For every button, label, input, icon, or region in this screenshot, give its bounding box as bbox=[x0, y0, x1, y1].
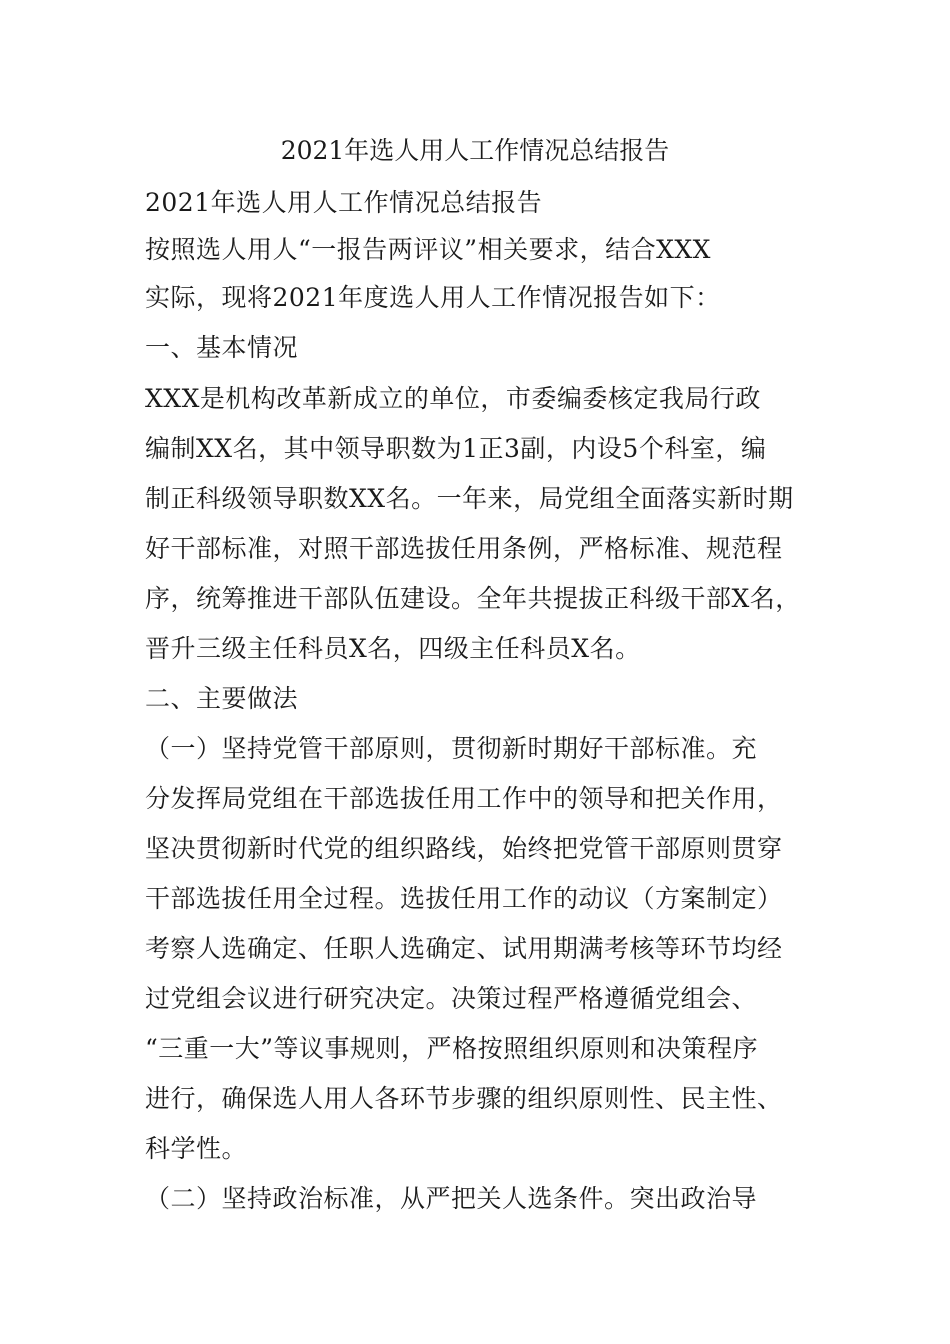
paragraph-line-11: 坚决贯彻新时代党的组织路线，始终把党管干部原则贯穿 bbox=[145, 834, 783, 863]
section-heading-2: 二、主要做法 bbox=[145, 684, 299, 713]
paragraph-line-7: 序，统筹推进干部队伍建设。全年共提拔正科级干部X名， bbox=[145, 584, 801, 613]
paragraph-line-3: XXX是机构改革新成立的单位，市委编委核定我局行政 bbox=[145, 384, 761, 413]
paragraph-line-13: 考察人选确定、任职人选确定、试用期满考核等环节均经 bbox=[145, 934, 783, 963]
paragraph-line-9: （一）坚持党管干部原则，贯彻新时期好干部标准。充 bbox=[145, 734, 758, 763]
paragraph-line-17: 科学性。 bbox=[145, 1134, 248, 1163]
paragraph-line-8: 晋升三级主任科员X名，四级主任科员X名。 bbox=[145, 634, 641, 663]
paragraph-line-12: 干部选拔任用全过程。选拔任用工作的动议（方案制定） bbox=[145, 884, 783, 913]
paragraph-line-5: 制正科级领导职数XX名。一年来，局党组全面落实新时期 bbox=[145, 484, 794, 513]
paragraph-line-14: 过党组会议进行研究决定。决策过程严格遵循党组会、 bbox=[145, 984, 758, 1013]
paragraph-line-16: 进行，确保选人用人各环节步骤的组织原则性、民主性、 bbox=[145, 1084, 783, 1113]
paragraph-line-4: 编制XX名，其中领导职数为1正3副，内设5个科室，编 bbox=[145, 434, 767, 463]
paragraph-line-1: 按照选人用人“一报告两评议”相关要求，结合XXX bbox=[145, 235, 711, 264]
document-title: 2021年选人用人工作情况总结报告 bbox=[280, 136, 670, 165]
paragraph-line-18: （二）坚持政治标准，从严把关人选条件。突出政治导 bbox=[145, 1184, 758, 1213]
paragraph-line-10: 分发挥局党组在干部选拔任用工作中的领导和把关作用， bbox=[145, 784, 783, 813]
paragraph-line-6: 好干部标准，对照干部选拔任用条例，严格标准、规范程 bbox=[145, 534, 783, 563]
paragraph-line-15: “三重一大”等议事规则，严格按照组织原则和决策程序 bbox=[145, 1034, 759, 1063]
document-subtitle: 2021年选人用人工作情况总结报告 bbox=[145, 188, 543, 217]
paragraph-line-2: 实际，现将2021年度选人用人工作情况报告如下： bbox=[145, 283, 721, 312]
section-heading-1: 一、基本情况 bbox=[145, 333, 299, 362]
